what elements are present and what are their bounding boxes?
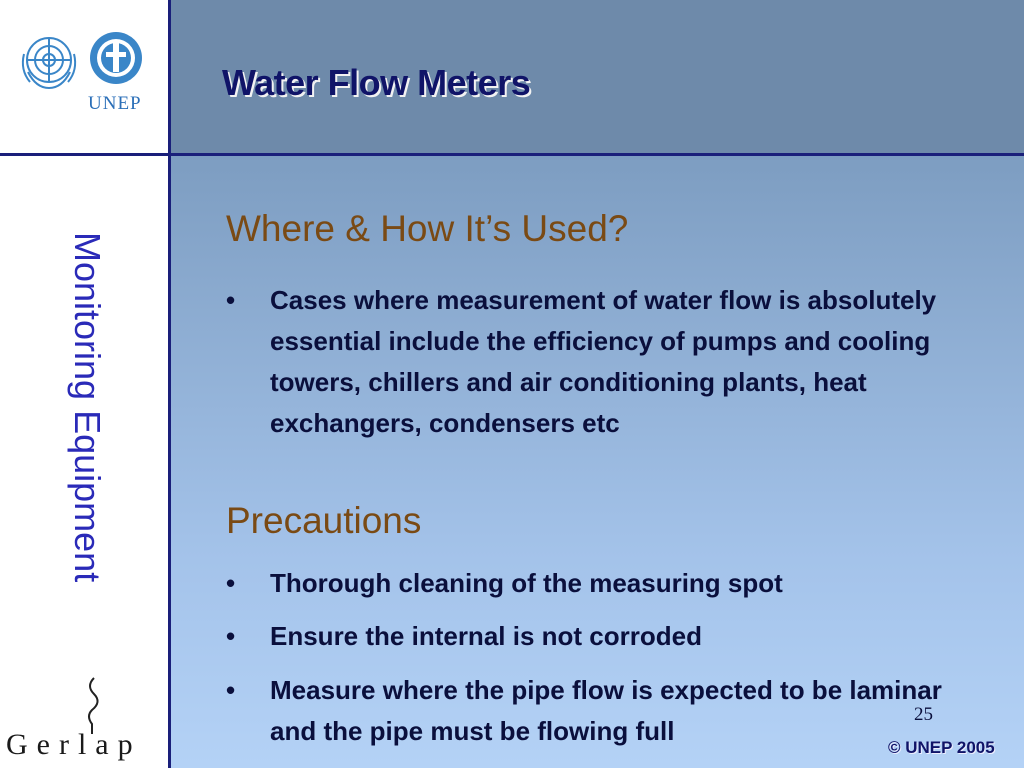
section-heading-usage: Where & How It’s Used? bbox=[226, 208, 629, 249]
page-number: 25 bbox=[914, 704, 933, 725]
bullet-text: Ensure the internal is not corroded bbox=[270, 621, 702, 651]
bullet-icon: • bbox=[226, 285, 236, 315]
slide-title: Water Flow Meters bbox=[222, 62, 531, 103]
bullet-text: Cases where measurement of water flow is absolutely essential include the efficiency of pumps and cooling towers, chillers and air conditioning plants, heat exchangers, condensers etc bbox=[270, 285, 937, 438]
bullet-icon: • bbox=[226, 621, 236, 651]
unep-logo-text: UNEP bbox=[88, 93, 142, 114]
copyright-notice: © UNEP 2005 bbox=[888, 738, 995, 757]
gerlap-logo-text: Gerlap bbox=[6, 728, 142, 761]
bullet-text: Measure where the pipe flow is expected to be laminar and the pipe must be flowing full bbox=[270, 675, 942, 746]
gerlap-swirl-icon bbox=[80, 676, 110, 736]
section-heading-precautions: Precautions bbox=[226, 500, 422, 541]
bullet-icon: • bbox=[226, 675, 236, 705]
section-side-title: Monitoring Equipment bbox=[67, 232, 108, 583]
bullet-icon: • bbox=[226, 568, 236, 598]
vertical-divider bbox=[168, 0, 171, 768]
bullet-text: Thorough cleaning of the measuring spot bbox=[270, 568, 783, 598]
horizontal-divider bbox=[0, 153, 1024, 156]
